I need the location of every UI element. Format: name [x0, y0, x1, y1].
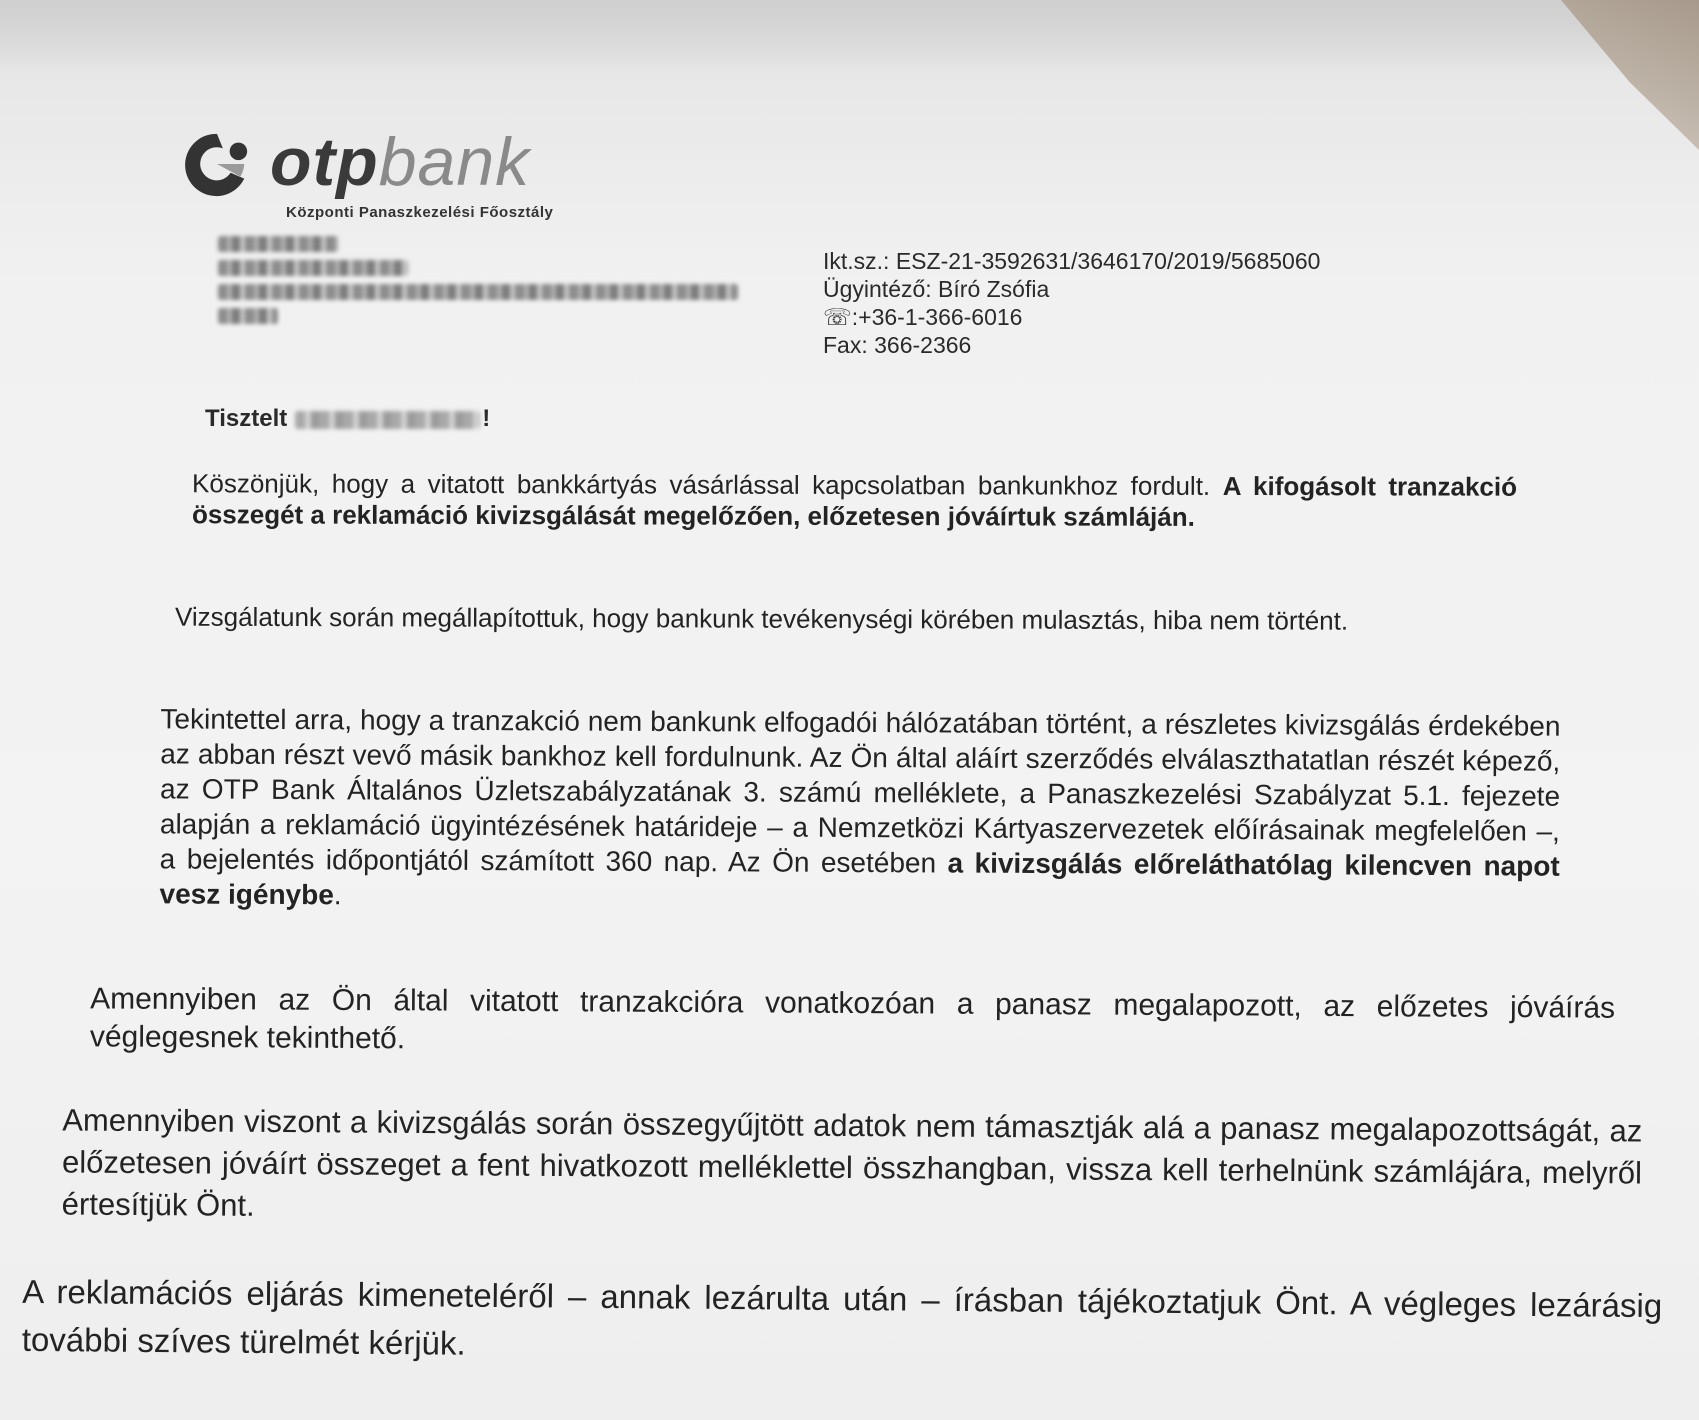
salutation	[205, 405, 490, 433]
paragraph-2-text: Vizsgálatunk során megállapítottuk, hogy bankunk tevékenységi körében mulasztás, hiba nem történt.	[174, 601, 1349, 636]
phone-number: ☏:+36-1-366-6016	[823, 304, 1023, 330]
paragraph-3-bold: a kivizsgálás előreláthatólag kilencven napot vesz igénybe	[159, 847, 1560, 911]
paragraph-3	[159, 701, 1560, 918]
logo-bank: bank	[378, 124, 531, 200]
paragraph-3-text: Tekintettel arra, hogy a tranzakció nem bankunk elfogadói hálózatában történt, a részletes kivizsgálás érdekében az abban részt vevő másik bankhoz kell fordulnunk. Az Ön által aláírt szerződés elválaszthatatlan részét képező, az OTP Bank Általános Üzletszabályzatának 3. számú melléklete, a Panaszkezelési Szabályzat 5.1. fejezete alapján a reklamáció ügyintézésének határideje – a Nemzetközi Kártyaszervezetek előírásainak megfelelően –, a bejelentés időpontjától számított 360 nap. Az Ön esetében	[159, 703, 1561, 879]
paragraph-3-end: .	[333, 879, 342, 911]
recipient-address-redacted	[218, 236, 738, 332]
paragraph-4-text: Amennyiben az Ön által vitatott tranzakcióra vonatkozóan a panasz megalapozott, az előzetes jóváírás véglegesnek tekinthető.	[89, 982, 1616, 1056]
otp-logo-icon	[178, 128, 256, 200]
paragraph-6-text: A reklamációs eljárás kimeneteléről – annak lezárulta után – írásban tájékoztatjuk Önt. A végleges lezárásig további szíves türelmét kérjük.	[21, 1272, 1663, 1362]
salutation-suffix: !	[482, 405, 491, 432]
paragraph-1-bold: A kifogásolt tranzakció összegét a reklamáció kivizsgálását megelőzően, előzetesen jóváírtuk számláján.	[191, 470, 1518, 532]
paragraph-6	[22, 1268, 1663, 1378]
department-name: Központi Panaszkezelési Főosztály	[286, 204, 554, 221]
paragraph-1-text: Köszönjük, hogy a vitatott bankkártyás vásárlással kapcsolatban bankunkhoz fordult.	[192, 468, 1223, 501]
paragraph-4	[90, 980, 1615, 1065]
file-number: Ikt.sz.: ESZ-21-3592631/3646170/2019/5685060	[823, 248, 1321, 274]
paragraph-5-text: Amennyiben viszont a kivizsgálás során összegyűjtött adatok nem támasztják alá a panasz megalapozottságát, az előzetesen jóváírt összeget a fent hivatkozott melléklettel összhangban, vissza kell terhelnünk számlájára, melyről értesítjük Önt.	[61, 1102, 1643, 1223]
paragraph-5	[62, 1099, 1643, 1236]
paragraph-2	[175, 600, 1540, 639]
paragraph-1	[192, 468, 1517, 533]
reference-block	[823, 247, 1320, 359]
salutation-prefix: Tisztelt	[205, 405, 288, 432]
logo-wordmark	[270, 122, 530, 202]
case-handler: Ügyintéző: Bíró Zsófia	[823, 276, 1050, 302]
logo-otp: otp	[270, 124, 379, 200]
fax-number: Fax: 366-2366	[823, 332, 972, 358]
redacted-name	[295, 411, 480, 429]
